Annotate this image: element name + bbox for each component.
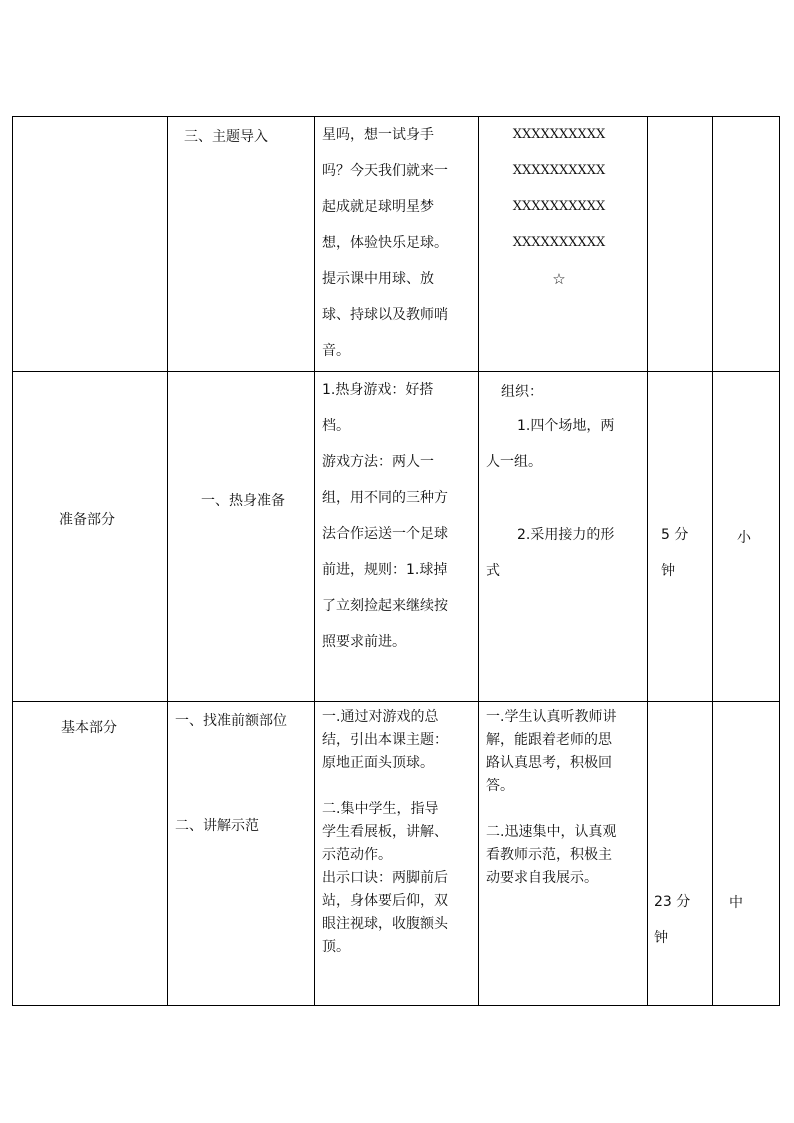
text-line: 人一组。 <box>486 454 542 470</box>
text-line: 示范动作。 <box>322 847 392 863</box>
text-line: 二.迅速集中，认真观 <box>486 824 617 840</box>
text-line: 吗？今天我们就来一 <box>322 163 448 179</box>
time-text <box>661 517 688 589</box>
teacher-star-icon: ☆ <box>552 270 566 288</box>
section-cell <box>13 372 168 702</box>
text-line: 想，体验快乐足球。 <box>322 235 448 251</box>
intensity-cell <box>713 117 780 372</box>
text-line: 眼注视球，收腹额头 <box>322 916 448 932</box>
text-line: 1.四个场地，两 <box>517 418 615 434</box>
teacher-activity-text <box>322 706 448 959</box>
text-line: 式 <box>486 563 500 579</box>
topic-label: 二、讲解示范 <box>175 818 259 834</box>
text-line: 一.通过对游戏的总 <box>322 709 439 725</box>
text-line: 照要求前进。 <box>322 634 406 650</box>
text-line: 原地正面头顶球。 <box>322 755 434 771</box>
text-line: 路认真思考，积极回 <box>486 755 612 771</box>
topic-label: 一、热身准备 <box>201 493 285 509</box>
text-line: 档。 <box>322 418 350 434</box>
time-cell <box>648 372 713 702</box>
student-activity-text <box>486 706 616 890</box>
formation-row: XXXXXXXXXX <box>512 163 606 178</box>
section-cell <box>13 702 168 1006</box>
text-line: 答。 <box>486 778 514 794</box>
topic-cell <box>168 117 315 372</box>
intensity-cell <box>713 702 780 1006</box>
intensity-label: 中 <box>729 895 743 911</box>
section-label: 基本部分 <box>61 720 117 736</box>
text-line: 站，身体要后仰，双 <box>322 893 448 909</box>
student-activity-cell <box>479 702 648 1006</box>
text-line: 二.集中学生，指导 <box>322 801 439 817</box>
table-row <box>13 372 780 702</box>
organization-text-1 <box>486 408 614 480</box>
time-cell <box>648 702 713 1006</box>
text-line: 顶。 <box>322 939 350 955</box>
organization-cell <box>479 372 648 702</box>
section-label: 准备部分 <box>59 512 115 528</box>
intensity-cell <box>713 372 780 702</box>
formation-diagram <box>479 117 639 297</box>
text-line: 法合作运送一个足球 <box>322 526 448 542</box>
text-line: 一.学生认真听教师讲 <box>486 709 617 725</box>
text-line: 学生看展板，讲解、 <box>322 824 448 840</box>
topic-cell <box>168 372 315 702</box>
lesson-plan-table <box>12 116 780 1006</box>
time-cell <box>648 117 713 372</box>
text-line: 结，引出本课主题： <box>322 732 448 748</box>
intensity-label: 小 <box>737 530 751 546</box>
table-row <box>13 117 780 372</box>
text-line: 音。 <box>322 343 350 359</box>
text-line: 了立刻捡起来继续按 <box>322 598 448 614</box>
teacher-activity-cell <box>315 372 479 702</box>
text-line: 解，能跟着老师的思 <box>486 732 612 748</box>
formation-row: XXXXXXXXXX <box>512 235 606 250</box>
topic-label: 三、主题导入 <box>184 129 268 145</box>
text-line: 钟 <box>654 930 668 946</box>
table-row <box>13 702 780 1006</box>
formation-row: XXXXXXXXXX <box>512 127 606 142</box>
teacher-activity-text <box>322 372 448 660</box>
text-line: 看教师示范，积极主 <box>486 847 612 863</box>
text-line: 前进，规则：1.球掉 <box>322 562 448 578</box>
text-line: 2.采用接力的形 <box>517 527 615 543</box>
teacher-activity-cell <box>315 702 479 1006</box>
organization-title: 组织： <box>501 384 543 400</box>
topic-label: 一、找准前额部位 <box>175 713 287 729</box>
organization-text-2 <box>486 517 614 589</box>
text-line: 5 分 <box>661 527 689 543</box>
text-line: 出示口诀：两脚前后 <box>322 870 448 886</box>
formation-row: XXXXXXXXXX <box>512 199 606 214</box>
section-cell <box>13 117 168 372</box>
formation-cell <box>479 117 648 372</box>
text-line: 球、持球以及教师哨 <box>322 307 448 323</box>
text-line: 钟 <box>661 563 675 579</box>
text-line: 23 分 <box>654 894 691 910</box>
teacher-activity-cell <box>315 117 479 372</box>
teacher-activity-text <box>322 117 448 369</box>
text-line: 提示课中用球、放 <box>322 271 434 287</box>
time-text <box>654 884 690 956</box>
topic-cell <box>168 702 315 1006</box>
text-line: 起成就足球明星梦 <box>322 199 434 215</box>
text-line: 游戏方法：两人一 <box>322 454 434 470</box>
text-line: 动要求自我展示。 <box>486 870 598 886</box>
text-line: 1.热身游戏：好搭 <box>322 382 434 398</box>
text-line: 星吗，想一试身手 <box>322 127 434 143</box>
text-line: 组，用不同的三种方 <box>322 490 448 506</box>
